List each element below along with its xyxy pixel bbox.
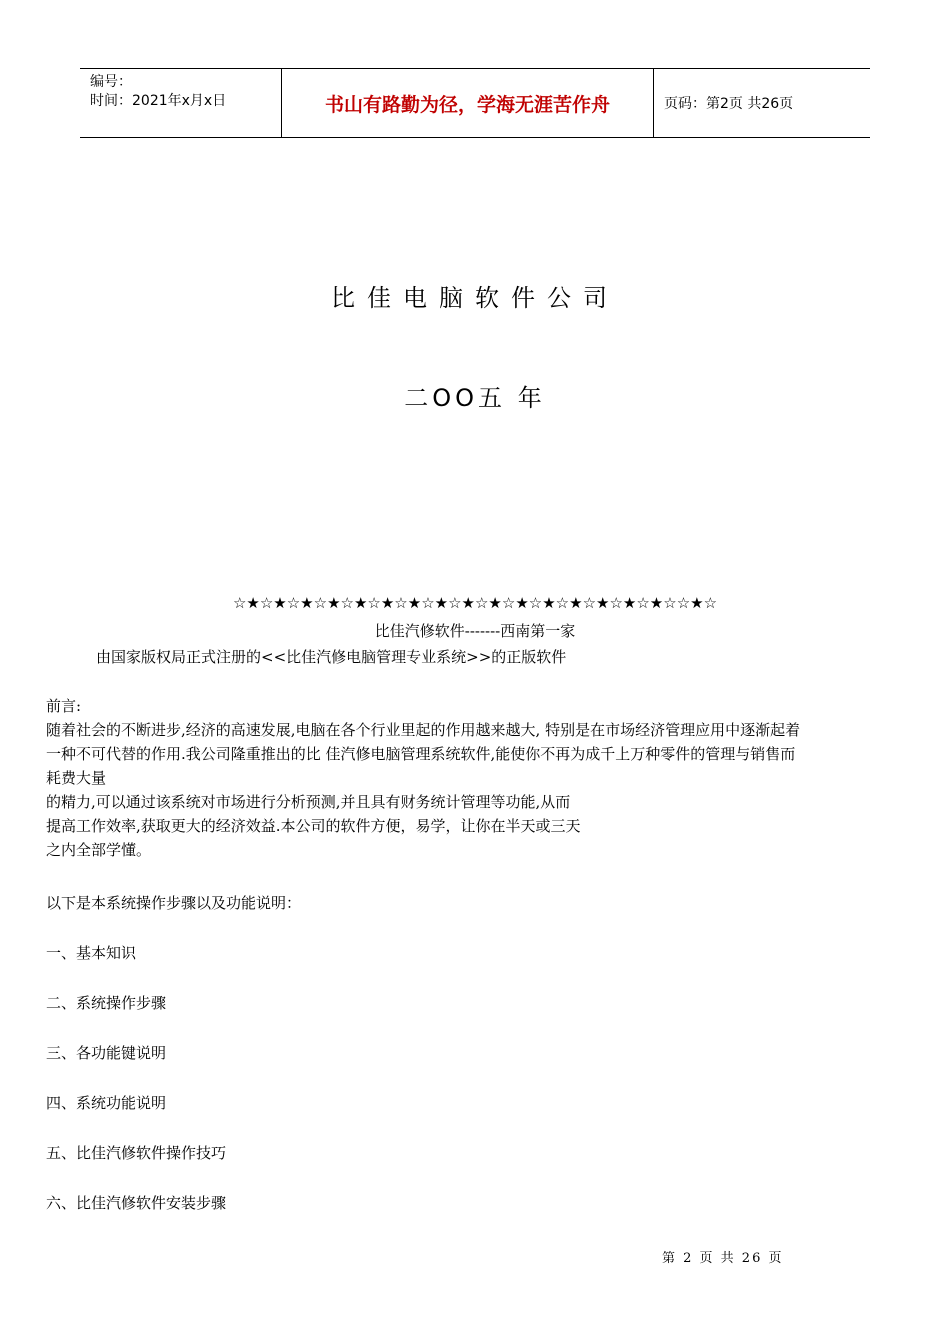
page-footer: 第 2 页 共 26 页 — [662, 1251, 784, 1266]
time-label: 时间：2021年x月x日 — [90, 93, 227, 109]
toc-item: 一、基本知识 — [46, 944, 137, 962]
toc-item: 五、比佳汽修软件操作技巧 — [46, 1144, 227, 1162]
preface-line: 之内全部学懂。 — [46, 841, 152, 859]
registration-text: 由国家版权局正式注册的<<比佳汽修电脑管理专业系统>>的正版软件 — [96, 648, 567, 666]
preface-section — [46, 694, 916, 862]
toc-item: 六、比佳汽修软件安装步骤 — [46, 1194, 227, 1212]
slogan: 比佳汽修软件-------西南第一家 — [374, 622, 576, 640]
toc-item: 四、系统功能说明 — [46, 1094, 167, 1112]
header-meta — [80, 69, 282, 137]
page-header — [80, 68, 870, 138]
company-title: 比佳电脑软件公司 — [331, 284, 619, 312]
number-label: 编号： — [90, 74, 132, 90]
header-page-info: 页码：第2页 共26页 — [664, 96, 794, 112]
star-divider: ☆★☆★☆★☆★☆★☆★☆★☆★☆★☆★☆★☆★☆★☆★☆★☆★☆☆★☆ — [232, 594, 718, 612]
year-title: 二OO五 年 — [404, 384, 546, 412]
preface-line: 随着社会的不断进步,经济的高速发展,电脑在各个行业里起的作用越来越大, 特别是在市场经济管理应用中逐渐起着 — [46, 721, 801, 739]
preface-line: 的精力,可以通过该系统对市场进行分析预测,并且具有财务统计管理等功能,从而 — [46, 793, 571, 811]
toc-intro: 以下是本系统操作步骤以及功能说明： — [46, 894, 302, 912]
preface-line: 提高工作效率,获取更大的经济效益.本公司的软件方便，易学，让你在半天或三天 — [46, 817, 581, 835]
preface-heading: 前言: — [46, 697, 82, 715]
preface-line: 一种不可代替的作用.我公司隆重推出的比 佳汽修电脑管理系统软件,能使你不再为成千上万种零件的管理与销售而 — [46, 745, 796, 763]
preface-line: 耗费大量 — [46, 769, 107, 787]
header-motto: 书山有路勤为径，学海无涯苦作舟 — [282, 69, 654, 137]
toc-item: 三、各功能键说明 — [46, 1044, 167, 1062]
toc-item: 二、系统操作步骤 — [46, 994, 167, 1012]
